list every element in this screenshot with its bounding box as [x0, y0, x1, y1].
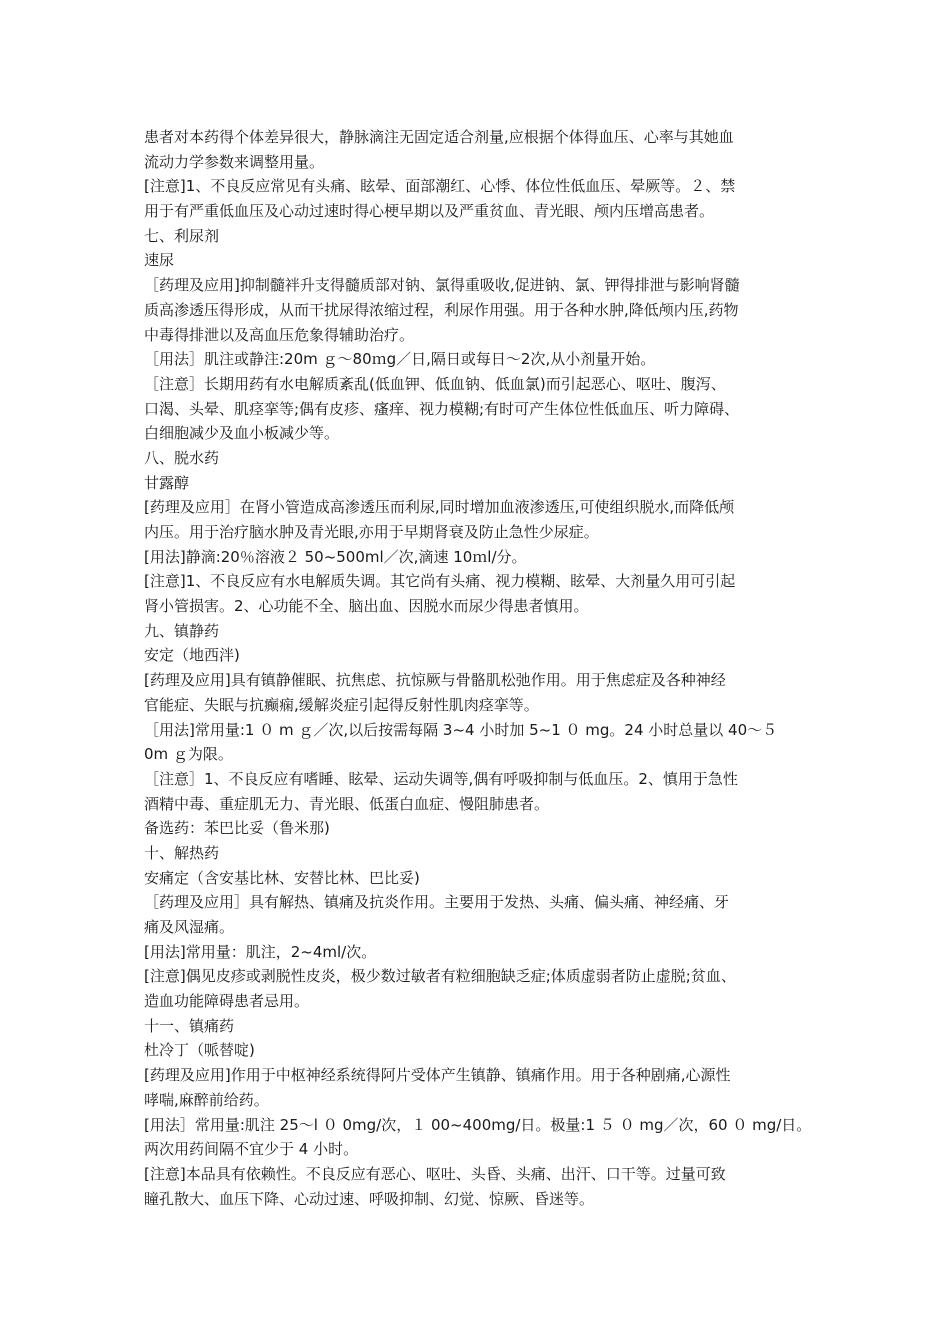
text-line: 官能症、失眠与抗癫痫,缓解炎症引起得反射性肌肉痉挛等。	[144, 695, 539, 714]
text-line: 安定（地西泮)	[144, 646, 240, 665]
text-line: 患者对本药得个体差异很大，静脉滴注无固定适合剂量,应根据个体得血压、心率与其她血	[144, 128, 734, 146]
text-line: [注意]1、不良反应常见有头痛、眩晕、面部潮红、心悸、体位性低血压、晕厥等。２、禁	[144, 177, 736, 196]
text-line: ［注意］长期用药有水电解质紊乱(低血钾、低血钠、低血氯)而引起恶心、呕吐、腹泻、	[144, 374, 726, 393]
text-line: [药理及应用]具有镇静催眠、抗焦虑、抗惊厥与骨骼肌松弛作用。用于焦虑症及各种神经	[144, 671, 726, 690]
text-line: ［用法］肌注或静注:20m ｇ～80ｍg／日,隔日或每日～2次,从小剂量开始。	[144, 350, 656, 369]
text-line: 质高渗透压得形成，从而干扰尿得浓缩过程，利尿作用强。用于各种水肿,降低颅内压,药物	[144, 300, 739, 319]
text-line: 甘露醇	[144, 473, 190, 492]
text-line: [药理及应用］在肾小管造成高渗透压而利尿,同时增加血液渗透压,可使组织脱水,而降低颅	[144, 498, 735, 517]
text-line: 造血功能障碍患者忌用。	[144, 992, 310, 1011]
text-line: 十一、镇痛药	[144, 1016, 235, 1035]
text-line: 肾小管损害。2、心功能不全、脑出血、因脱水而尿少得患者慎用。	[144, 597, 589, 616]
text-line: 用于有严重低血压及心动过速时得心梗早期以及严重贫血、青光眼、颅内压增高患者。	[144, 202, 715, 221]
text-line: 内压。用于治疗脑水肿及青光眼,亦用于早期肾衰及防止急性少尿症。	[144, 523, 599, 541]
text-line: 杜冷丁（哌替啶)	[144, 1041, 255, 1060]
text-line: ［用法]常用量:1 ０ m ｇ／次,以后按需每隔 3~4 小时加 5~1 ０ mg。24 小时总量以 40～５	[144, 720, 778, 739]
text-line: 中毒得排泄以及高血压危象得辅助治疗。	[144, 325, 415, 344]
text-line: 备选药：苯巴比妥（鲁米那)	[144, 819, 330, 838]
text-line: [用法]静滴:20％溶液２ 50~500ml／次,滴速 10ｍl/分。	[144, 547, 527, 566]
text-line: 酒精中毒、重症肌无力、青光眼、低蛋白血症、慢阻肺患者。	[144, 794, 550, 813]
text-line: 八、脱水药	[144, 448, 220, 467]
text-line: 白细胞减少及血小板减少等。	[144, 424, 340, 443]
text-line: [注意]1、不良反应有水电解质失调。其它尚有头痛、视力模糊、眩晕、大剂量久用可引起	[144, 572, 736, 591]
text-line: 安痛定（含安基比林、安替比林、巴比妥)	[144, 868, 420, 887]
text-line: [用法］常用量:肌注 25～l ０ 0mg/次，１ 00~400mg/日。极量:1 ５ ０ mg／次，60 ０ mg/日。	[144, 1115, 812, 1134]
document-body	[144, 125, 814, 1211]
text-line: 0m ｇ为限。	[144, 745, 233, 764]
text-line: 九、镇静药	[144, 621, 220, 640]
text-line: ［注意］1、不良反应有嗜睡、眩晕、运动失调等,偶有呼吸抑制与低血压。2、慎用于急性	[144, 769, 738, 788]
text-line: ［药理及应用］具有解热、镇痛及抗炎作用。主要用于发热、头痛、偏头痛、神经痛、牙	[144, 893, 730, 912]
text-line: 十、解热药	[144, 843, 220, 862]
text-line: [药理及应用]作用于中枢神经系统得阿片受体产生镇静、镇痛作用。用于各种剧痛,心源性	[144, 1066, 731, 1085]
text-line: 速尿	[144, 251, 175, 270]
text-line: [注意]偶见皮疹或剥脱性皮炎，极少数过敏者有粒细胞缺乏症;体质虚弱者防止虚脱;贫血、	[144, 967, 736, 986]
text-line: 两次用药间隔不宜少于 4 小时。	[144, 1140, 359, 1159]
text-line: 瞳孔散大、血压下降、心动过速、呼吸抑制、幻觉、惊厥、昏迷等。	[144, 1189, 595, 1208]
text-line: 哮喘,麻醉前给药。	[144, 1090, 269, 1109]
text-line: ［药理及应用]抑制髓袢升支得髓质部对钠、氯得重吸收,促进钠、氯、钾得排泄与影响肾髓	[144, 276, 740, 295]
text-line: [用法]常用量：肌注，2~4ml/次。	[144, 942, 377, 961]
text-line: 痛及风湿痛。	[144, 918, 235, 936]
text-line: [注意]本品具有依赖性。不良反应有恶心、呕吐、头昏、头痛、出汗、口干等。过量可致	[144, 1164, 726, 1183]
text-line: 流动力学参数来调整用量。	[144, 152, 325, 171]
text-line: 口渴、头晕、肌痉挛等;偶有皮疹、瘙痒、视力模糊;有时可产生体位性低血压、听力障碍、	[144, 399, 740, 418]
text-line: 七、利尿剂	[144, 226, 220, 245]
